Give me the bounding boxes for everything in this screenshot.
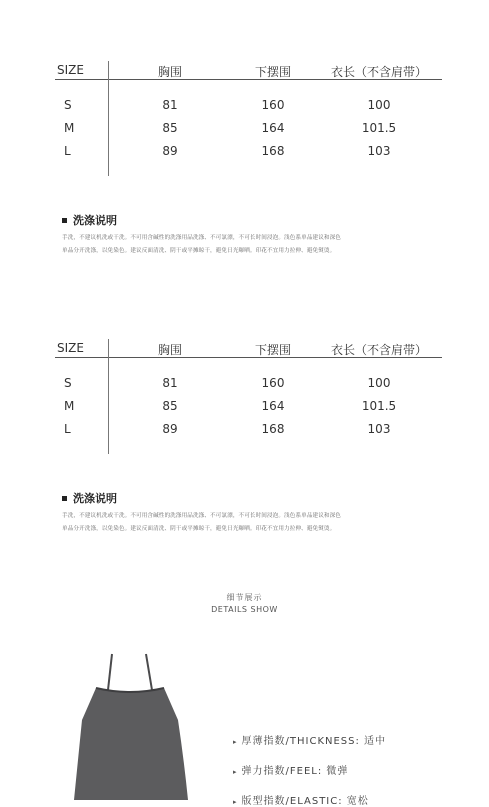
length-cell: 103 — [367, 422, 391, 436]
hem-cell: 168 — [261, 144, 285, 158]
spec-text: 厚薄指数/THICKNESS: 适中 — [241, 736, 387, 747]
wash-text-line: 单品分开洗涤，以免染色。建议反面清洗、阴干或平摊晾干，避免日光曝晒。印花不宜用力拉伸、避免熨烫。 — [62, 248, 336, 254]
length-cell: 101.5 — [361, 399, 397, 413]
square-bullet-icon — [62, 218, 67, 223]
length-cell: 101.5 — [361, 121, 397, 135]
size-chart — [0, 338, 489, 458]
header-bust: 胸围 — [157, 65, 183, 79]
bust-cell: 85 — [162, 121, 178, 135]
wash-title-text: 洗涤说明 — [73, 492, 117, 505]
wash-text-line: 手洗，不建议机洗或干洗。不可用含碱性的洗涤用品洗涤、不可氯漂，不可长时间浸泡。浅色系单品建议和深色 — [62, 235, 341, 241]
dress-illustration — [60, 650, 200, 800]
size-cell: S — [64, 376, 72, 390]
triangle-right-icon: ▸ — [233, 768, 238, 776]
details-header — [0, 592, 489, 614]
product-image — [60, 650, 200, 804]
size-cell: M — [64, 121, 75, 135]
square-bullet-icon — [62, 496, 67, 501]
hem-cell: 164 — [261, 399, 285, 413]
header-size: SIZE — [57, 341, 84, 355]
hem-cell: 160 — [261, 98, 285, 112]
column-divider — [108, 61, 109, 176]
bust-cell: 81 — [162, 98, 178, 112]
spec-text: 弹力指数/FEEL: 微弹 — [241, 766, 349, 777]
bust-cell: 81 — [162, 376, 178, 390]
header-length: 衣长（不含肩带） — [330, 343, 428, 357]
hem-cell: 160 — [261, 376, 285, 390]
size-chart — [0, 60, 489, 180]
hem-cell: 164 — [261, 121, 285, 135]
header-size: SIZE — [57, 63, 84, 77]
header-bust: 胸围 — [157, 343, 183, 357]
header-hem: 下摆围 — [254, 65, 292, 79]
wash-text-line: 单品分开洗涤，以免染色。建议反面清洗、阴干或平摊晾干，避免日光曝晒。印花不宜用力拉伸、避免熨烫。 — [62, 526, 336, 532]
bust-cell: 89 — [162, 422, 178, 436]
size-cell: L — [64, 144, 71, 158]
wash-text-line: 手洗，不建议机洗或干洗。不可用含碱性的洗涤用品洗涤、不可氯漂，不可长时间浸泡。浅色系单品建议和深色 — [62, 513, 341, 519]
size-cell: M — [64, 399, 75, 413]
wash-title-text: 洗涤说明 — [73, 214, 117, 227]
length-cell: 100 — [367, 98, 391, 112]
size-cell: L — [64, 422, 71, 436]
details-title-en: DETAILS SHOW — [211, 605, 278, 614]
size-cell: S — [64, 98, 72, 112]
triangle-right-icon: ▸ — [233, 798, 238, 806]
header-length: 衣长（不含肩带） — [330, 65, 428, 79]
triangle-right-icon: ▸ — [233, 738, 238, 746]
spec-text: 版型指数/ELASTIC: 宽松 — [241, 796, 369, 807]
details-title-cn: 细节展示 — [226, 593, 263, 602]
header-hem: 下摆围 — [254, 343, 292, 357]
spec-feel — [233, 762, 348, 777]
length-cell: 100 — [367, 376, 391, 390]
wash-title — [62, 490, 117, 506]
column-divider — [108, 339, 109, 454]
hem-cell: 168 — [261, 422, 285, 436]
wash-title — [62, 212, 117, 228]
spec-thickness — [233, 732, 386, 747]
dress-body — [74, 688, 188, 800]
bust-cell: 89 — [162, 144, 178, 158]
bust-cell: 85 — [162, 399, 178, 413]
length-cell: 103 — [367, 144, 391, 158]
